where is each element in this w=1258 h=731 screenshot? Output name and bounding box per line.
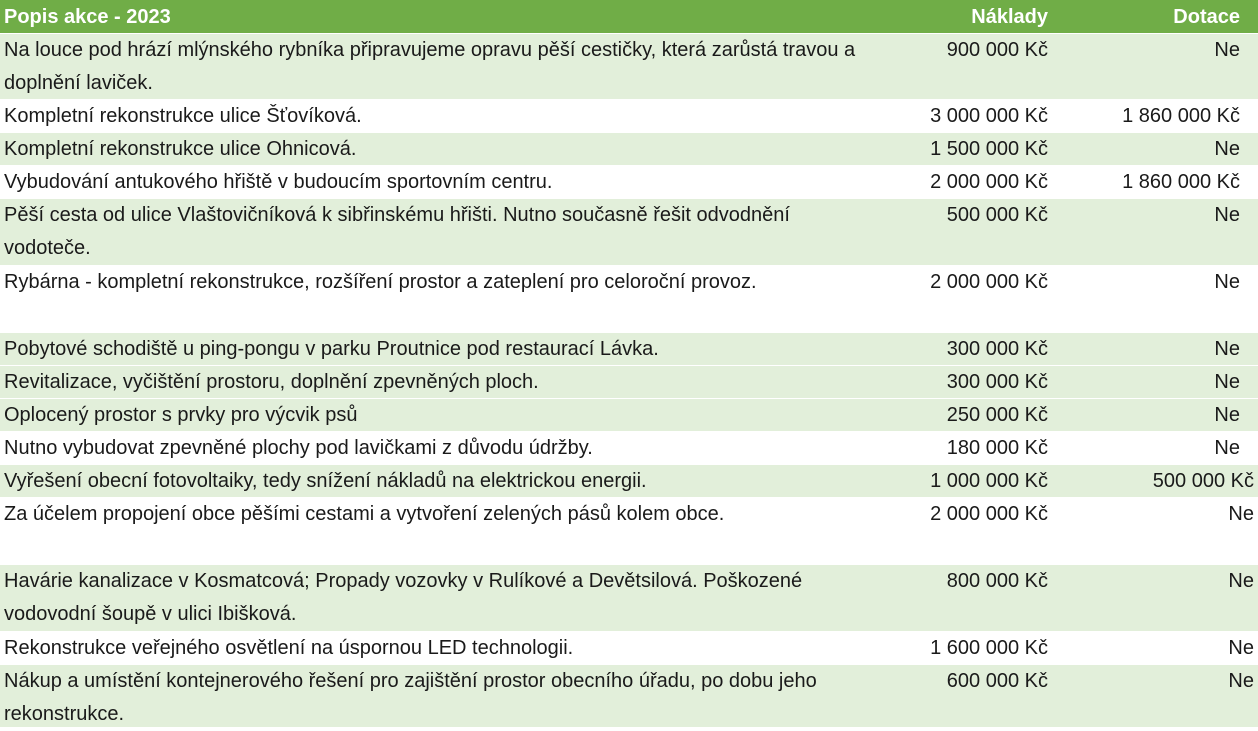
row-subsidy: Ne [1228,570,1254,592]
row-subsidy: Ne [1214,39,1240,61]
table-row [0,34,1258,100]
row-subsidy: Ne [1214,404,1240,426]
row-description: Vybudování antukového hřiště v budoucím sportovním centru. [4,171,553,193]
row-cost: 3 000 000 Kč [930,105,1048,127]
row-subsidy: Ne [1228,670,1254,692]
row-description: Rybárna - kompletní rekonstrukce, rozšíření prostor a zateplení pro celoroční provoz. [4,271,757,293]
table-row [0,432,1258,465]
row-cost: 1 500 000 Kč [930,138,1048,160]
row-cost: 600 000 Kč [946,670,1048,692]
row-cost: 250 000 Kč [946,404,1048,426]
row-subsidy: Ne [1214,204,1240,226]
row-description: Nákup a umístění kontejnerového řešení pro zajištění prostor obecního úřadu, po dobu jeho rekonstrukce. [4,670,817,725]
table-row [0,366,1258,399]
row-subsidy: Ne [1214,437,1240,459]
row-description: Oplocený prostor s prvky pro výcvik psů [4,404,358,426]
header-subsidy: Dotace [1173,6,1240,28]
row-subsidy: Ne [1214,138,1240,160]
row-description: Za účelem propojení obce pěšími cestami a vytvoření zelených pásů kolem obce. [4,503,725,525]
row-cost: 300 000 Kč [946,338,1048,360]
row-description: Na louce pod hrází mlýnského rybníka připravujeme opravu pěší cestičky, která zarůstá travou a doplnění laviček. [4,39,856,94]
table-header [0,0,1258,34]
row-description: Revitalizace, vyčištění prostoru, doplnění zpevněných ploch. [4,371,539,393]
table-row [0,399,1258,432]
table-row [0,632,1258,665]
row-cost: 500 000 Kč [946,204,1048,226]
header-description: Popis akce - 2023 [4,6,171,28]
row-subsidy: Ne [1228,637,1254,659]
table-row [0,199,1258,266]
header-cost: Náklady [971,6,1048,28]
row-subsidy: 1 860 000 Kč [1122,105,1240,127]
table-row [0,498,1258,565]
row-subsidy: Ne [1214,271,1240,293]
row-subsidy: Ne [1214,338,1240,360]
row-description: Rekonstrukce veřejného osvětlení na úspornou LED technologii. [4,637,574,659]
row-subsidy: 1 860 000 Kč [1122,171,1240,193]
row-subsidy: Ne [1228,503,1254,525]
table-row [0,100,1258,133]
table-row [0,266,1258,333]
row-description: Vyřešení obecní fotovoltaiky, tedy snížení nákladů na elektrickou energii. [4,470,647,492]
row-cost: 900 000 Kč [946,39,1048,61]
table-row [0,333,1258,366]
row-subsidy: Ne [1214,371,1240,393]
table-row [0,665,1258,728]
row-cost: 2 000 000 Kč [930,503,1048,525]
row-cost: 1 000 000 Kč [930,470,1048,492]
row-description: Havárie kanalizace v Kosmatcová; Propady vozovky v Rulíkové a Devětsilová. Poškozené vodovodní šoupě v ulici Ibišková. [4,570,803,625]
row-description: Kompletní rekonstrukce ulice Ohnicová. [4,138,357,160]
row-cost: 2 000 000 Kč [930,271,1048,293]
row-description: Nutno vybudovat zpevněné plochy pod lavičkami z důvodu údržby. [4,437,593,459]
row-description: Pěší cesta od ulice Vlaštovičníková k sibřinskému hřišti. Nutno současně řešit odvodnění vodoteče. [4,204,790,259]
row-cost: 180 000 Kč [946,437,1048,459]
row-description: Kompletní rekonstrukce ulice Šťovíková. [4,105,362,127]
row-cost: 800 000 Kč [946,570,1048,592]
row-description: Pobytové schodiště u ping-pongu v parku Proutnice pod restaurací Lávka. [4,338,659,360]
table-row [0,166,1258,199]
row-cost: 300 000 Kč [946,371,1048,393]
row-subsidy: 500 000 Kč [1152,470,1254,492]
row-cost: 2 000 000 Kč [930,171,1048,193]
table-row [0,465,1258,498]
table-row [0,565,1258,632]
table-row [0,133,1258,166]
row-cost: 1 600 000 Kč [930,637,1048,659]
